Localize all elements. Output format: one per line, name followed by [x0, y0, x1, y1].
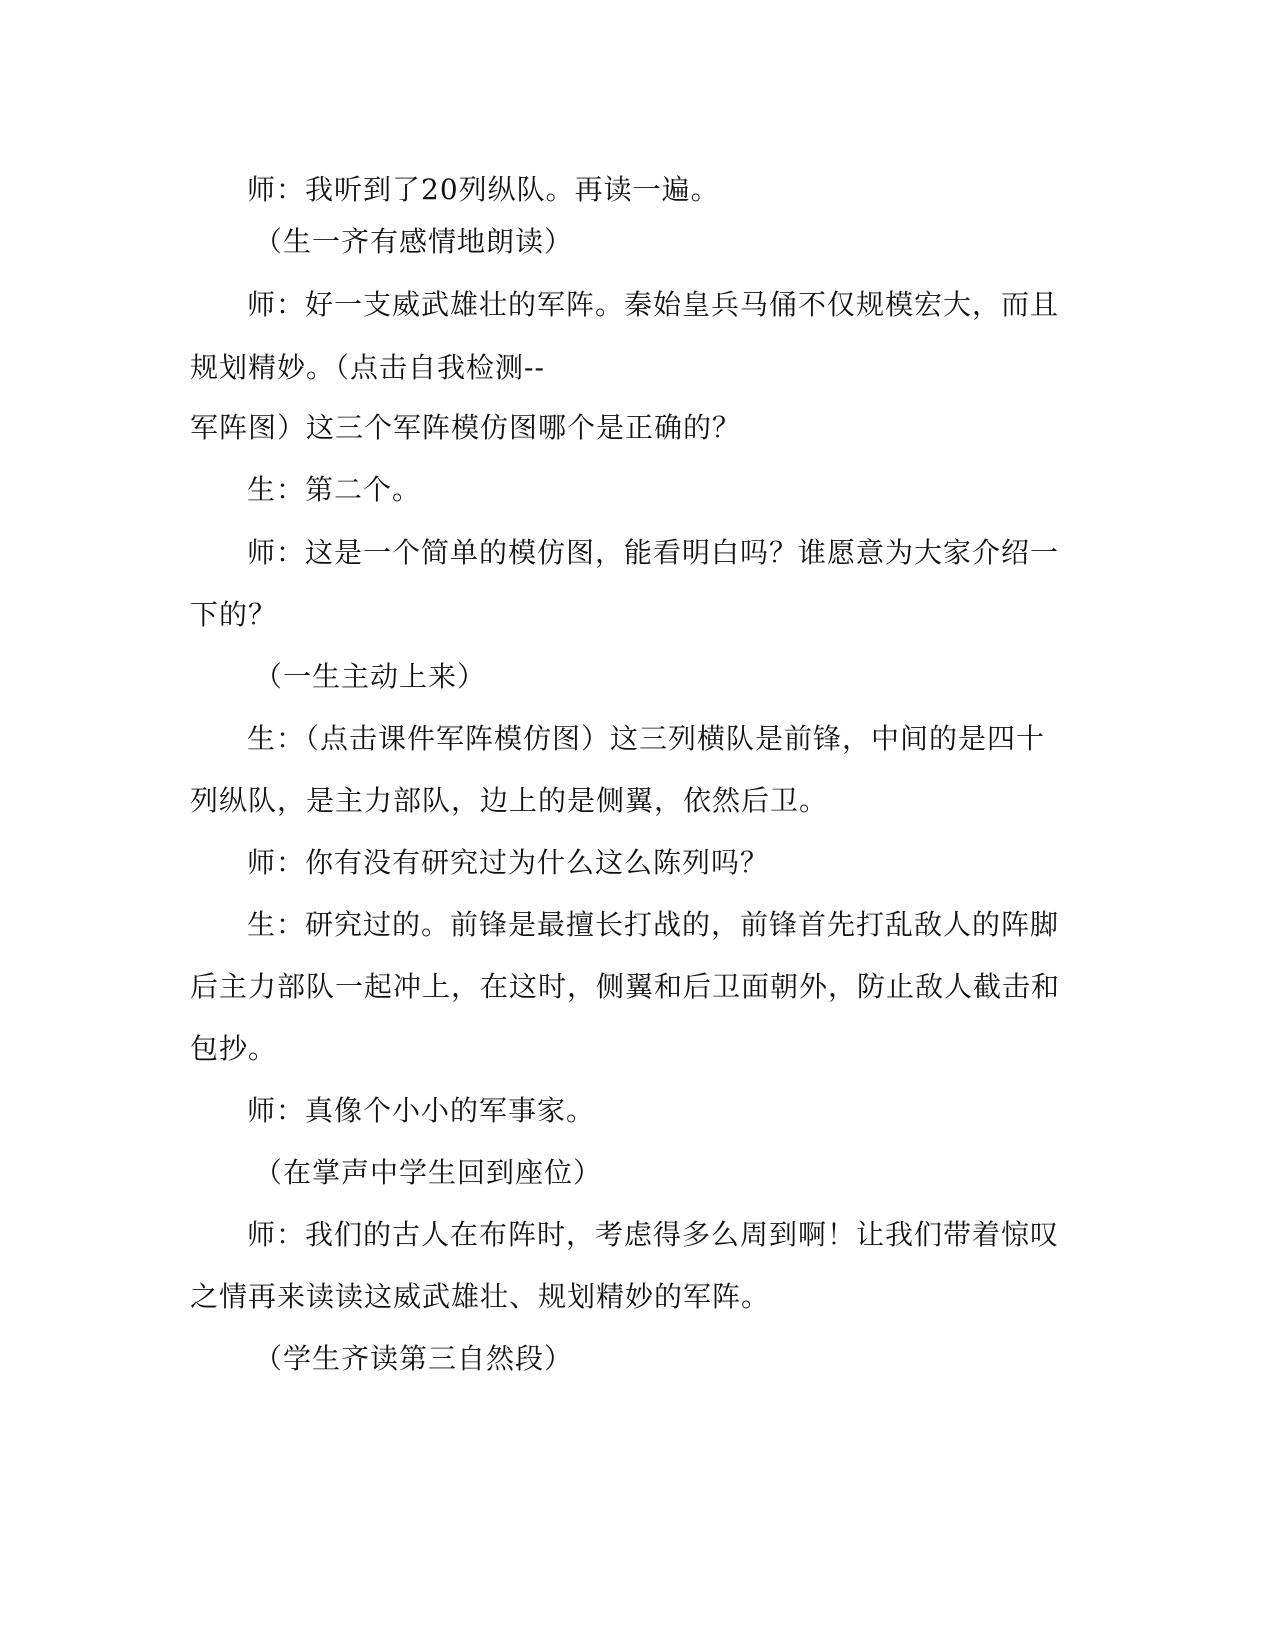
text-line: 生：第二个。	[247, 473, 422, 506]
text-line: 师：好一支威武雄壮的军阵。秦始皇兵马俑不仅规模宏大，而且	[247, 288, 1060, 321]
text-line: 师：我听到了20列纵队。再读一遍。	[247, 173, 720, 206]
text-line: 军阵图）这三个军阵模仿图哪个是正确的？	[190, 411, 742, 444]
text-line: 下的？	[190, 598, 278, 631]
text-line: （一生主动上来）	[254, 660, 487, 693]
text-line: （生一齐有感情地朗读）	[254, 225, 574, 258]
text-line: 师：这是一个简单的模仿图，能看明白吗？谁愿意为大家介绍一	[247, 536, 1060, 569]
text-line: （学生齐读第三自然段）	[254, 1342, 574, 1375]
text-line: 后主力部队一起冲上，在这时，侧翼和后卫面朝外，防止敌人截击和	[190, 970, 1061, 1003]
text-line: 生：研究过的。前锋是最擅长打战的，前锋首先打乱敌人的阵脚	[247, 908, 1060, 941]
text-line: 列纵队，是主力部队，边上的是侧翼，依然后卫。	[190, 784, 829, 817]
text-line: 规划精妙。（点击自我检测--	[190, 351, 545, 384]
text-line: 之情再来读读这威武雄壮、规划精妙的军阵。	[190, 1280, 771, 1313]
text-line: （在掌声中学生回到座位）	[254, 1156, 603, 1189]
text-line: 师：你有没有研究过为什么这么陈列吗？	[247, 846, 770, 879]
text-line: 包抄。	[190, 1032, 278, 1065]
text-line: 师：真像个小小的军事家。	[247, 1094, 596, 1127]
text-line: 生：（点击课件军阵模仿图）这三列横队是前锋，中间的是四十	[247, 722, 1046, 755]
text-line: 师：我们的古人在布阵时，考虑得多么周到啊！让我们带着惊叹	[247, 1218, 1060, 1251]
